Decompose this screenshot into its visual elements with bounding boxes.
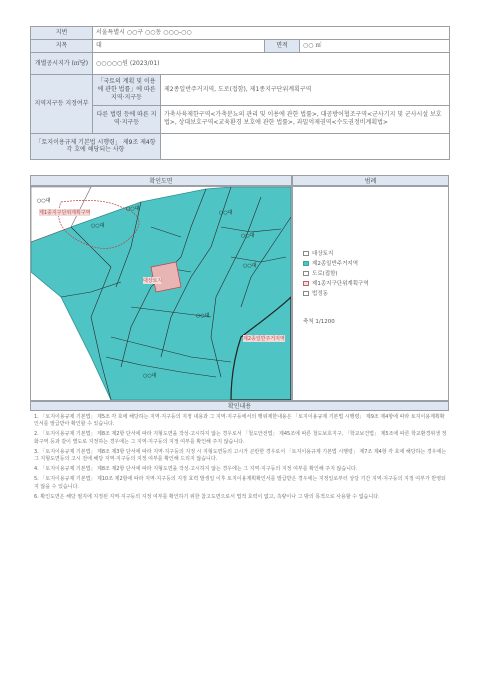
legend-label: 대상토지	[312, 251, 334, 257]
legend-label: 법정동	[312, 291, 328, 297]
map-heading: 확인도면	[30, 175, 292, 186]
land-category-label: 지목	[31, 40, 93, 53]
legend-item	[303, 249, 333, 257]
legend-item	[303, 259, 358, 267]
map-label: ○○대	[241, 233, 255, 239]
enforcement-decree-value	[161, 133, 450, 159]
note-paragraph: 1. 「토지이용규제 기본법」 제5조 각 호에 해당하는 지역·지구등의 지정 내용과 그 지역·지구등에서의 행위제한내용은 「토지이용규제 기본법 시행령」 제9조 제4항에 따라 토지이용계획확인서를 발급받아 확인할 수 있습니다.	[34, 414, 445, 428]
map-label: ○○대	[126, 206, 140, 212]
land-category-value: 대	[93, 40, 265, 53]
note-paragraph: 3. 「토지이용규제 기본법」 제8조 제3항 단서에 따라 지역·지구등의 지정 시 지형도면등의 고시가 곤란한 경우로서 「토지이용규제 기본법 시행령」 제7조 제4항 각 호에 해당하는 경우에는 그 지형도면등의 고시 전에 해당 지역·지구등의 지정 여부를 확인해 드리지 않습니다.	[34, 448, 447, 463]
note-paragraph: 4. 「토지이용규제 기본법」 제8조 제2항 단서에 따라 지형도면을 작성·고시하지 않는 경우에는 그 지역·지구등의 지정 여부를 확인해 주지 않습니다.	[34, 466, 358, 473]
legend-item	[303, 279, 369, 287]
zoning-sub1-value: 제2종일반주거지역, 도로(접함), 제1종지구단위계획구역	[161, 75, 450, 105]
legend-swatch	[303, 261, 309, 266]
zoning-sub2-value: 가축사육제한구역<가축분뇨의 관리 및 이용에 관한 법률>, 대공방어협조구역<군사기지 및 군사시설 보호법>, 상대보호구역<교육환경 보호에 관한 법률>, 과밀억제권역<수도권정비계획법>	[161, 105, 450, 133]
note-paragraph: 6. 확인도면은 해당 필지에 지정된 지역·지구등의 지정 여부를 확인하기 위한 참고도면으로서 법적 효력이 없고, 측량이나 그 밖의 목적으로 사용할 수 없습니다.	[34, 493, 380, 500]
map-label: 제2종일반주거지역	[243, 336, 285, 342]
legend-swatch	[303, 291, 309, 296]
map-label: ○○대	[196, 313, 210, 319]
map-label: ○○대	[143, 373, 157, 379]
note-paragraph: 2. 「토지이용규제 기본법」 제8조 제2항 단서에 따라 지형도면을 작성·고시하지 않는 경우로서 「철도안전법」 제45조에 따른 철도보호지구, 「학교보건법」 제5조에 따른 학교환경위생 정화구역 등과 같이 별도로 지정하는 경우에는 그 지역·지구등의 지정 여부를 확인해 주지 않습니다.	[34, 431, 447, 445]
map-label: ○○대	[219, 210, 233, 216]
map-drawing	[31, 187, 291, 400]
area-label: 면적	[265, 40, 300, 53]
cadastral-map	[30, 186, 292, 401]
note-paragraph: 5. 「토지이용규제 기본법」 제10조 제2항에 따라 지역·지구등의 지정 효력 발생일 이후 토지이용계획확인서를 발급받은 경우에는 지정일로부터 상당 기간 지역·지구등의 지정 여부가 반영되지 않을 수 있습니다.	[34, 476, 446, 490]
enforcement-decree-label: 「토지이용규제 기본법 시행령」 제9조 제4항 각 호에 해당되는 사항	[31, 133, 161, 159]
legend-panel	[292, 186, 449, 401]
land-info-table	[30, 26, 450, 160]
area-value: ○○ ㎡	[300, 40, 450, 53]
legend-label: 제1종지구단위계획구역	[312, 281, 369, 287]
map-label: ○○대	[37, 198, 51, 204]
land-use-plan-sheet	[30, 26, 449, 626]
legend-label: 제2종일반주거지역	[312, 261, 359, 267]
address-value: 서울특별시 ○○구 ○○동 ○○○-○○	[93, 27, 450, 40]
legend-swatch	[303, 251, 309, 256]
map-section	[30, 175, 449, 401]
legend-heading: 범례	[292, 175, 449, 186]
legend-label: 도로(접함)	[312, 271, 338, 277]
official-price-label: 개별공시지가 (㎡당)	[31, 53, 93, 75]
confirm-heading: 확인내용	[30, 401, 449, 411]
map-label: 제1종지구단위계획구역	[39, 210, 91, 216]
zoning-sub1-label: 「국토의 계획 및 이용에 관한 법률」에 따른 지역·지구등	[93, 75, 161, 105]
zoning-label: 지역지구등 지정여부	[31, 75, 93, 133]
address-label: 지번	[31, 27, 93, 40]
target-parcel-label: 대상토지	[143, 278, 163, 284]
legend-swatch	[303, 281, 309, 286]
zoning-sub2-label: 다른 법령 등에 따른 지역·지구등	[93, 105, 161, 133]
confirm-notes	[34, 414, 447, 504]
legend-swatch	[303, 271, 309, 276]
legend-item	[303, 289, 328, 297]
legend-item	[303, 269, 338, 277]
official-price-value: ○○○○○원 (2023/01)	[93, 53, 450, 75]
map-label: ○○대	[243, 263, 257, 269]
scale-label: 축척 1/1200	[303, 319, 335, 325]
map-label: ○○대	[91, 223, 105, 229]
